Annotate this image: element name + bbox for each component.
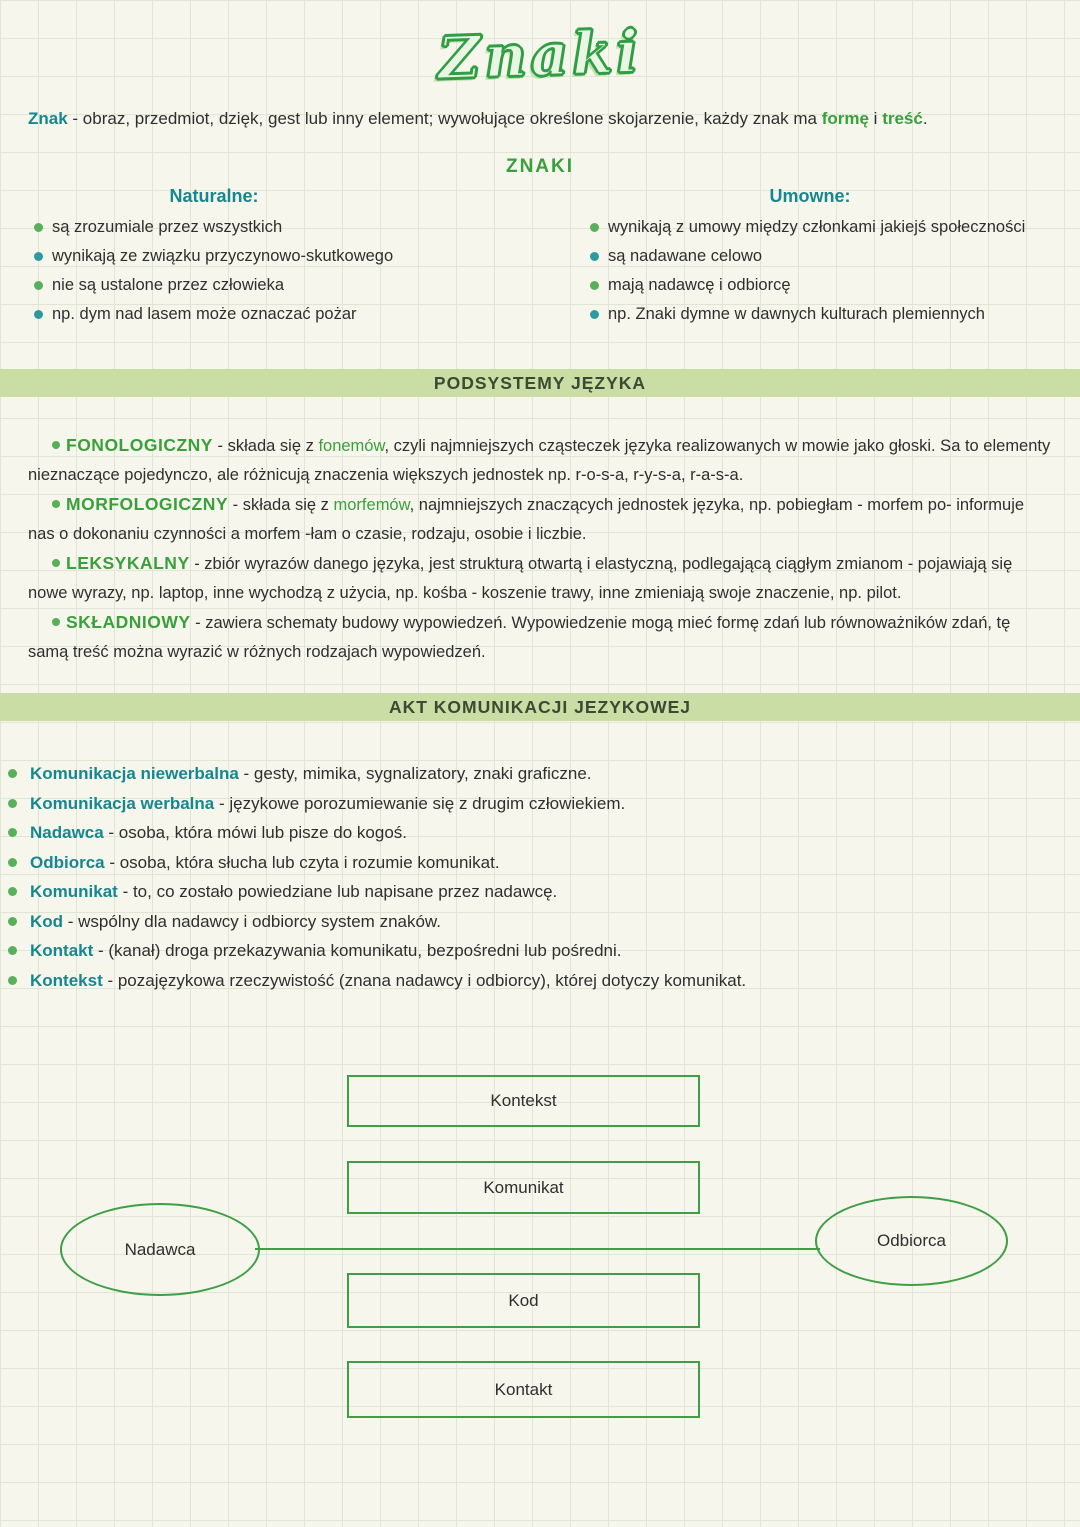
podsystem-term: SKŁADNIOWY [66,612,191,632]
list-item-label: wynikają ze związku przyczynowo-skutkowego [52,247,394,265]
akt-term: Nadawca [30,823,104,842]
banner-podsystemy: PODSYSTEMY JĘZYKA [0,369,1080,397]
podsystem-text: , najmniejszych znaczących jednostek języka, np. pobiegłam - morfem po- informuje nas o dokonaniu czynności a morfem -łam o czasie, rodzaju, osobie i liczbie. [28,496,1025,543]
diagram-ellipse-nadawca: Nadawca [60,1203,260,1296]
list-item [590,242,1080,271]
bullet-icon [590,281,599,290]
bullet-icon [52,441,60,449]
bullet-icon [8,769,17,778]
diagram-box-kontekst: Kontekst [347,1075,700,1127]
bullet-icon [34,223,43,232]
column-heading-naturalne: Naturalne: [169,186,259,206]
podsystem-text: - składa się z [212,437,319,455]
podsystem-keyword: morfemów [333,496,410,514]
intro-line [0,92,1080,132]
bullet-icon [8,946,17,955]
akt-term: Komunikat [30,882,118,901]
podsystem-term: LEKSYKALNY [66,553,190,573]
list-item-label: mają nadawcę i odbiorcę [608,276,791,294]
bullet-icon [590,223,599,232]
akt-def: - osoba, która słucha lub czyta i rozumie komunikat. [104,852,500,872]
naturalne-list [34,213,540,329]
podsystem-paragraph [28,549,1052,608]
intro-term: Znak [28,109,68,128]
diagram-box-komunikat: Komunikat [347,1161,700,1214]
bullet-icon [590,252,599,261]
section-heading-znaki: ZNAKI [505,156,575,177]
akt-item [30,848,1052,878]
umowne-list [590,213,1080,329]
list-item [590,271,1080,300]
akt-def: - (kanał) droga przekazywania komunikatu, bezpośredni lub pośredni. [93,941,622,960]
bullet-icon [34,310,43,319]
column-umowne [540,186,1080,329]
akt-def: - gesty, mimika, sygnalizatory, znaki graficzne. [238,764,592,783]
communication-diagram [0,1042,1080,1502]
podsystem-keyword: fonemów [318,437,385,455]
bullet-icon [590,310,599,319]
akt-item [30,877,1052,907]
column-naturalne [0,186,540,329]
podsystem-text: - składa się z [228,496,334,514]
list-item-label: wynikają z umowy między członkami jakiejś społeczności [608,218,1026,236]
keyword-tresc: treść [882,109,923,128]
bullet-icon [8,887,17,896]
list-item [34,213,540,242]
intro-text: obraz, przedmiot, dzięk, gest lub inny element; wywołujące określone skojarzenie, każdy znak ma [82,109,822,128]
diagram-box-kod: Kod [347,1273,700,1328]
akt-term: Kontekst [30,970,103,990]
znaki-columns [0,186,1080,329]
bullet-icon [8,976,17,985]
list-item [34,271,540,300]
diagram-connector-line [255,1248,820,1250]
podsystem-term: MORFOLOGICZNY [66,494,229,514]
akt-term: Kod [30,911,64,931]
akt-def: - osoba, która mówi lub pisze do kogoś. [103,823,408,842]
akt-item [30,818,1052,848]
akt-def: - językowe porozumiewanie się z drugim człowiekiem. [214,793,626,813]
banner-akt-komunikacji: AKT KOMUNIKACJI JEZYKOWEJ [0,693,1080,721]
akt-item [30,789,1052,819]
diagram-box-kontakt: Kontakt [347,1361,700,1418]
column-heading-umowne: Umowne: [769,186,851,206]
akt-def: - pozajęzykowa rzeczywistość (znana nadawcy i odbiorcy), której dotyczy komunikat. [102,970,747,990]
list-item [34,300,540,329]
list-item-label: są zrozumiale przez wszystkich [52,218,283,236]
podsystem-paragraph [28,431,1052,490]
podsystem-term: FONOLOGICZNY [66,435,213,455]
podsystem-paragraph [28,608,1052,667]
intro-end: . [922,109,928,128]
podsystem-text: , czyli najmniejszych cząsteczek języka realizowanych w mowie jako głoski. Sa to elementy nieznaczące pojedynczo, ale różnicują znaczenia większych jednostek np. r-o-s-a, r-y-s-a, r-a-s-a. [28,437,1051,484]
intro-sep: - [67,109,83,128]
akt-item [30,936,1052,966]
list-item-label: nie są ustalone przez człowieka [52,276,285,294]
keyword-forma: formę [821,109,869,128]
akt-term: Kontakt [30,941,94,960]
akt-def: - to, co zostało powiedziane lub napisane przez nadawcę. [117,882,558,901]
bullet-icon [8,828,17,837]
bullet-icon [8,917,17,926]
bullet-icon [52,500,60,508]
podsystem-text: - zawiera schematy budowy wypowiedzeń. Wypowiedzenie mogą mieć formę zdań lub równoważników zdań, tę samą treść można wyrazić w różnych rodzajach wypowiedzeń. [28,614,1011,661]
list-item [34,242,540,271]
podsystemy-section [0,431,1080,667]
bullet-icon [34,252,43,261]
bullet-icon [34,281,43,290]
akt-term: Odbiorca [30,852,105,872]
bullet-icon [52,559,60,567]
list-item [590,213,1080,242]
page-title: Znaki [436,17,644,93]
intro-conj: i [868,109,883,128]
bullet-icon [8,858,17,867]
akt-komunikacji-list [0,759,1080,995]
akt-item [30,966,1052,996]
akt-term: Komunikacja niewerbalna [30,764,239,783]
podsystem-text: - zbiór wyrazów danego języka, jest strukturą otwartą i elastyczną, podlegającą ciągłym zmianom - pojawiają się nowe wyrazy, np. laptop, inne wychodzą z użycia, np. kośba - koszenie trawy, inne zmieniają swoje znaczenie, np. pilot. [28,555,1013,602]
bullet-icon [8,799,17,808]
akt-term: Komunikacja werbalna [30,793,215,813]
akt-def: - wspólny dla nadawcy i odbiorcy system znaków. [63,911,441,931]
podsystem-paragraph [28,490,1052,549]
bullet-icon [52,618,60,626]
list-item-label: są nadawane celowo [608,247,763,265]
list-item [590,300,1080,329]
list-item-label: np. dym nad lasem może oznaczać pożar [52,305,357,323]
list-item-label: np. Znaki dymne w dawnych kulturach plemiennych [608,305,985,323]
title-area [0,0,1080,92]
akt-item [30,759,1052,789]
akt-item [30,907,1052,937]
diagram-ellipse-odbiorca: Odbiorca [815,1196,1008,1286]
